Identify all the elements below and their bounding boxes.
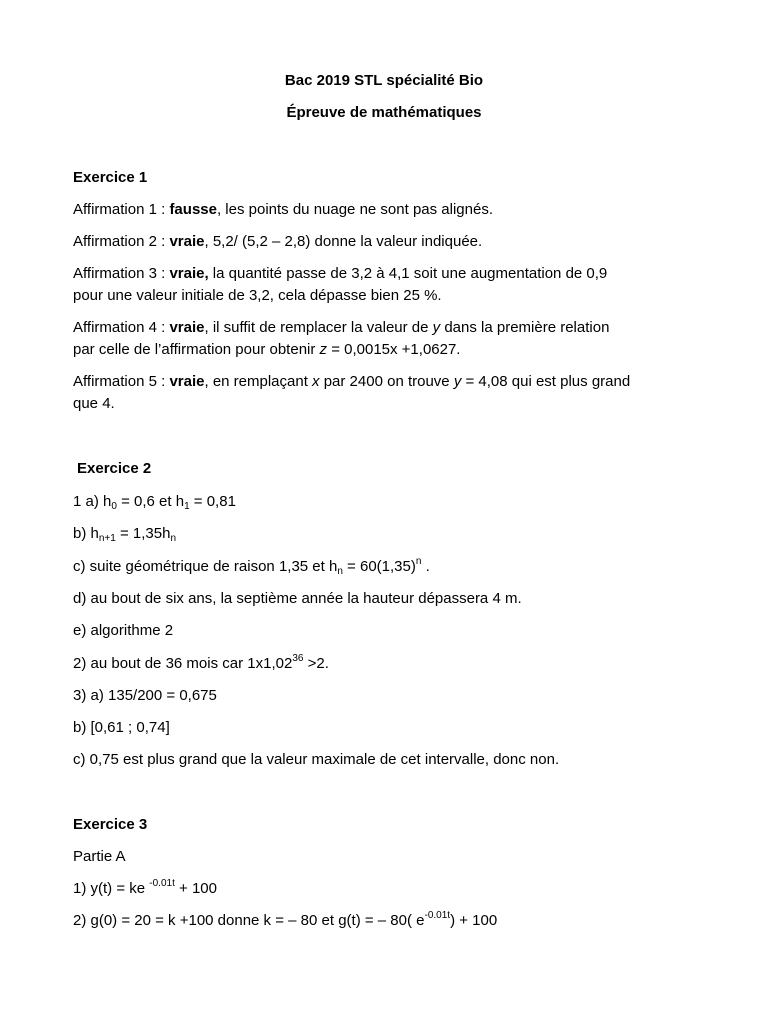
affirmation-4-line-2: par celle de l’affirmation pour obtenir z = 0,0015x +1,0627. [73, 341, 461, 358]
ex2-line-1e: e) algorithme 2 [73, 622, 174, 639]
ex3-line-1: 1) y(t) = ke $^{-0.01t}$ + 100 [73, 878, 217, 897]
exercise-1-heading: Exercice 1 [73, 169, 148, 186]
ex2-line-1a: 1 a) $h_0 = 0,6$ et $h_1 = 0,81$ [73, 493, 236, 512]
ex2-line-1b: b) $h_{n+1} = 1,35h_n$ [73, 525, 177, 544]
ex3-partie-a: Partie A [73, 848, 126, 865]
affirmation-3-line-1: Affirmation 3 : vraie, la quantité passe de 3,2 à 4,1 soit une augmentation de 0,9 [73, 265, 608, 282]
affirmation-2: Affirmation 2 : vraie, 5,2/ (5,2 – 2,8) donne la valeur indiquée. [73, 233, 483, 250]
affirmation-3-line-2: pour une valeur initiale de 3,2, cela dépasse bien 25 %. [73, 287, 442, 304]
affirmation-1: Affirmation 1 : fausse, les points du nuage ne sont pas alignés. [73, 201, 493, 218]
document-subtitle: Épreuve de mathématiques [286, 104, 482, 121]
affirmation-4-line-1: Affirmation 4 : vraie, il suffit de remplacer la valeur de y dans la première relation [73, 319, 610, 336]
ex2-line-3a: 3) a) 135/200 = 0,675 [73, 687, 217, 704]
document-title: Bac 2019 STL spécialité Bio [284, 72, 484, 89]
exercise-2-heading: Exercice 2 [77, 460, 152, 477]
affirmation-5-line-1: Affirmation 5 : vraie, en remplaçant x par 2400 on trouve y = 4,08 qui est plus grand [73, 373, 631, 390]
ex2-line-1d: d) au bout de six ans, la septième année la hauteur dépassera 4 m. [73, 590, 522, 607]
ex2-line-3c: c) 0,75 est plus grand que la valeur maximale de cet intervalle, donc non. [73, 751, 560, 768]
ex2-line-3b: b) [0,61 ; 0,74] [73, 719, 170, 736]
ex2-line-2: 2) au bout de 36 mois car $1x1,02^{36} >2$. [73, 653, 329, 672]
exercise-3-heading: Exercice 3 [73, 816, 148, 833]
ex3-line-2: 2) g(0) = 20 = k +100 donne k = – 80 et g(t) = – 80( $e^{-0.01t}) + 100$ [73, 910, 498, 929]
affirmation-5-line-2: que 4. [73, 395, 115, 412]
ex2-line-1c: c) suite géométrique de raison 1,35 et $h_n = 60(1,35)^n$ . [73, 556, 430, 577]
